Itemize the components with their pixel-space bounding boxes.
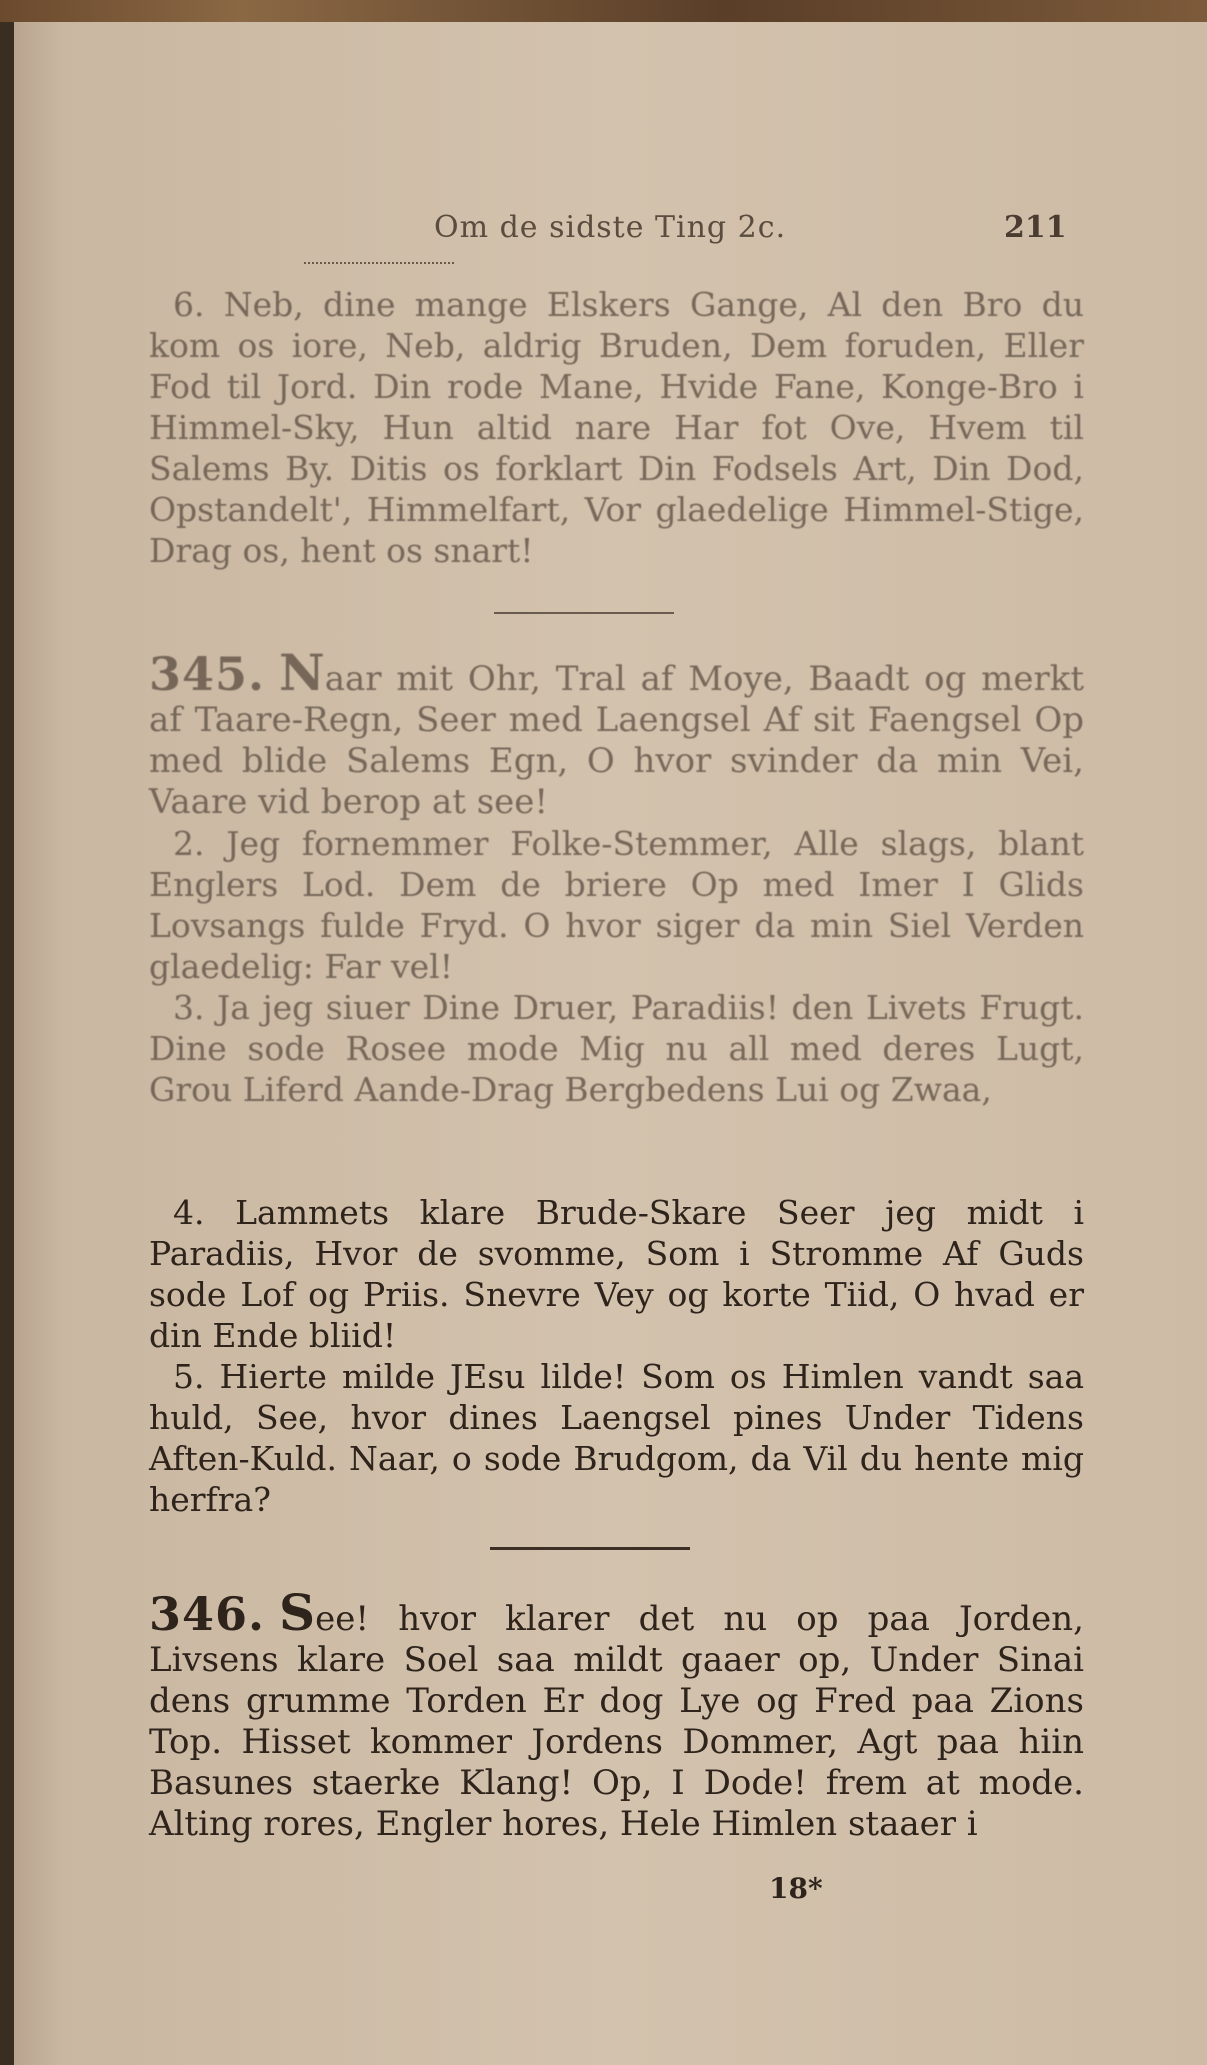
hymn-345-first-letter: N [279,643,325,702]
page-header [14,210,1207,250]
hymn-345-verse-3: 3. Ja jeg siuer Dine Druer, Paradiis! den Livets Frugt. Dine sode Rosee mode Mig nu all med deres Lugt, Grou Liferd Aande-Drag Bergbedens Lui og Zwaa, [149,988,1084,1109]
signature-mark: 18* [769,1872,823,1905]
divider-1 [494,612,674,614]
book-page [14,22,1207,2065]
hymn-346-number: 346. [149,1587,266,1641]
hymn-345-verse-4: 4. Lammets klare Brude-Skare Seer jeg midt i Paradiis, Hvor de svomme, Som i Stromme Af Guds sode Lof og Priis. Snevre Vey og korte Tiid, O hvad er din Ende bliid! [149,1193,1084,1355]
hymn-346-block [149,1583,1084,1845]
divider-2 [490,1547,690,1550]
hymn-345-number: 345. [149,647,266,701]
hymn-346-first-letter: S [279,1583,316,1642]
book-edge-top [0,0,1207,22]
page-number: 211 [1004,210,1067,245]
hymn-345-block-clear [149,1192,1084,1520]
hymn-345-verse-1 [149,643,1084,823]
hymn-346-verse-1 [149,1583,1084,1845]
hymn-345-verse-1-text: aar mit Ohr, Tral af Moye, Baadt og merkt af Taare-Regn, Seer med Laengsel Af sit Faengsel Op med blide Salems Egn, O hvor svinder da min Vei, Vaare vid berop at see! [149,659,1084,822]
hymn-345-verse-5: 5. Hierte milde JEsu lilde! Som os Himlen vandt saa huld, See, hvor dines Laengsel pines Under Tidens Aften-Kuld. Naar, o sode Brudgom, da Vil du hente mig herfra? [149,1357,1084,1519]
prev-hymn-block [149,284,1084,571]
hymn-345-verse-2: 2. Jeg fornemmer Folke-Stemmer, Alle slags, blant Englers Lod. Dem de briere Op med Imer I Glids Lovsangs fulde Fryd. O hvor siger da min Siel Verden glaedelig: Far vel! [149,824,1084,986]
running-title: Om de sidste Ting 2c. [434,210,787,245]
hymn-346-verse-1-text: ee! hvor klarer det nu op paa Jorden, Livsens klare Soel saa mildt gaaer op, Under Sinai dens grumme Torden Er dog Lye og Fred paa Zions Top. Hisset kommer Jordens Dommer, Agt paa hiin Basunes staerke Klang! Op, I Dode! frem at mode. Alting rores, Engler hores, Hele Himlen staaer i [149,1599,1084,1844]
header-rule [304,262,454,264]
prev-hymn-verse-6: 6. Neb, dine mange Elskers Gange, Al den Bro du kom os iore, Neb, aldrig Bruden, Dem foruden, Eller Fod til Jord. Din rode Mane, Hvide Fane, Konge-Bro i Himmel-Sky, Hun altid nare Har fot Ove, Hvem til Salems By. Ditis os forklart Din Fodsels Art, Din Dod, Opstandelt', Himmelfart, Vor glaedelige Himmel-Stige, Drag os, hent os snart! [149,285,1084,570]
hymn-345-block [149,643,1084,1110]
